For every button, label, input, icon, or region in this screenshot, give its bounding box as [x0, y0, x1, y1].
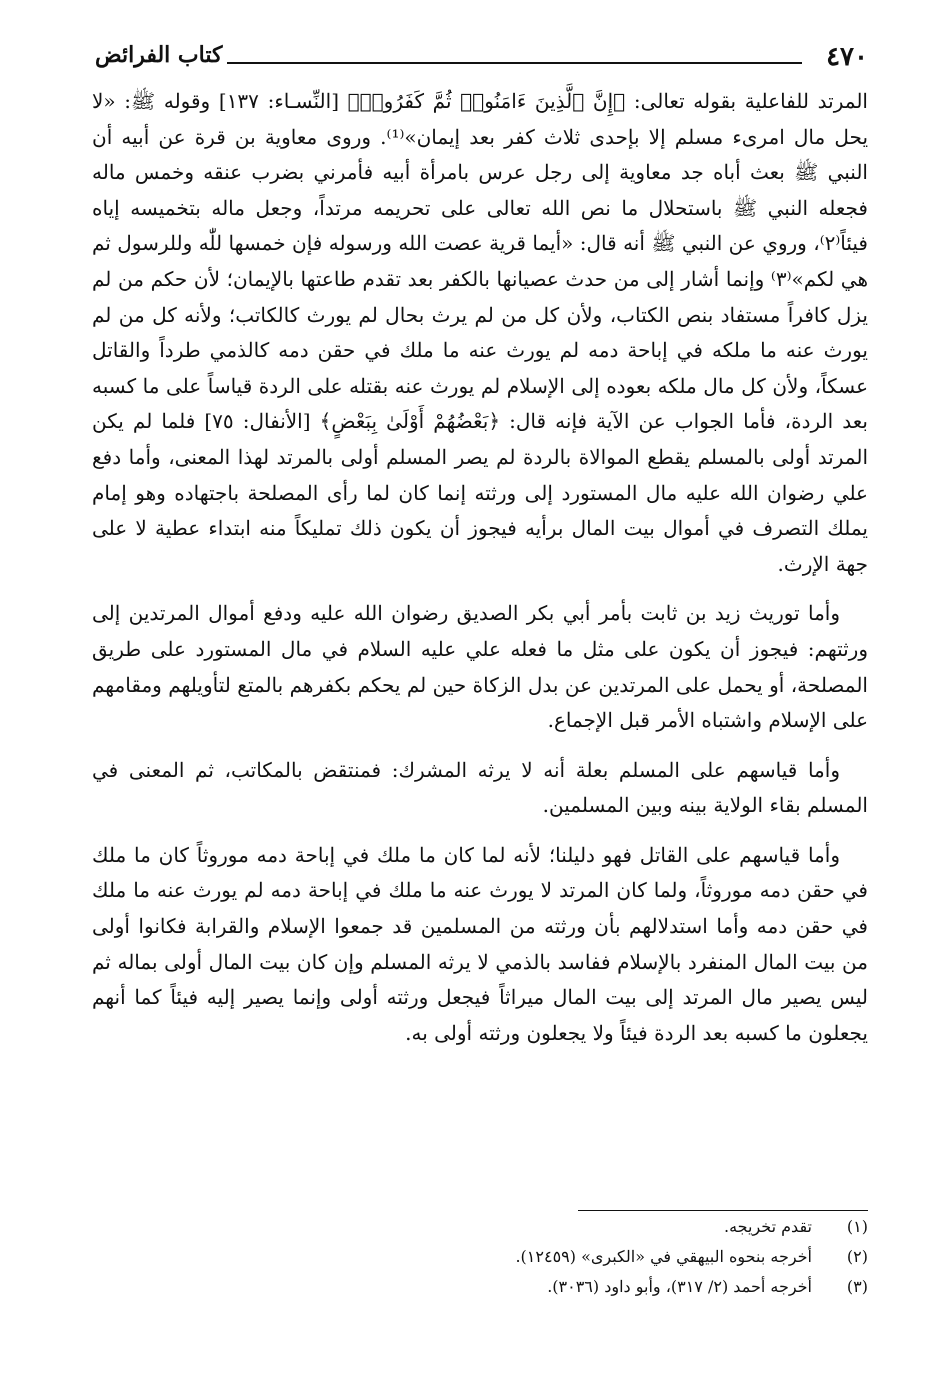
footnote-item: [300, 1212, 868, 1242]
footnote-text: أخرجه أحمد (٢/ ٣١٧)، وأبو داود (٣٠٣٦).: [547, 1277, 812, 1296]
footnotes: [300, 1212, 868, 1302]
main-text: [92, 84, 868, 1051]
footnote-text: تقدم تخريجه.: [724, 1217, 812, 1236]
running-title: كتاب الفرائض: [95, 42, 223, 68]
footnote-text: أخرجه بنحوه البيهقي في «الكبرى» (١٢٤٥٩).: [515, 1247, 812, 1266]
paragraph-2: وأما توريث زيد بن ثابت بأمر أبي بكر الصديق رضوان الله عليه ودفع أموال المرتدين إلى ورثتهم: فيجوز أن يكون على مثل ما فعله علي عليه السلام في مال المستورد على طريق المصلحة، أو يحمل على المرتدين عن بدل الزكاة حين لم يحكم بكفرهم بالمتع لتأويلهم ومقامهم على الإسلام واشتباه الأمر قبل الإجماع.: [92, 601, 868, 733]
paragraph-4: وأما قياسهم على القاتل فهو دليلنا؛ لأنه لما كان ما ملك في إباحة دمه موروثاً كان ما ملك في حقن دمه موروثاً، ولما كان المرتد لا يورث عنه ما ملك في إباحة دمه لم يورث عنه ما ملك في حقن دمه وأما استدلالهم بأن ورثته من المسلمين قد جمعوا الإسلام والقرابة فكانوا أولى من بيت المال المنفرد بالإسلام ففاسد بالذمي لا يرثه المسلم وإن كان بيت المال أولى بماله ثم ليس يصير مال المرتد إلى بيت المال ميراثاً فيجعل ورثته أولى وإنما يصير إليه فيئاً كما أنهم يجعلون ما كسبه بعد الردة فيئاً ولا يجعلون ورثته أولى به.: [92, 842, 868, 1045]
footnote-separator: [578, 1210, 868, 1211]
footnote-item: [300, 1272, 868, 1302]
footnote-number: (٢): [846, 1247, 868, 1266]
footnote-number: (٣): [846, 1277, 868, 1296]
footnote-number: (١): [846, 1217, 868, 1236]
page-header: [95, 42, 868, 82]
paragraph-1: المرتد للفاعلية بقوله تعالى: ﴿إِنَّ ٱلَّذِينَ ءَامَنُوا۟ ثُمَّ كَفَرُوا۟﴾ [النِّسـاء: ١٣٧] وقوله ﷺ: «لا يحل مال امرىء مسلم إلا بإحدى ثلاث كفر بعد إيمان»⁽¹⁾. وروى معاوية بن قرة عن أبيه أن النبي ﷺ بعث أباه جد معاوية إلى رجل عرس بامرأة أبيه فأمرني بضرب عنقه وخمس ماله فجعله النبي ﷺ باستحلال ما نص الله تعالى على تحريمه مرتداً، وجعل ماله بتخميسه إياه فيئاً⁽٢⁾، وروي عن النبي ﷺ أنه قال: «أيما قرية عصت الله ورسوله فإن خمسها للّٰه وللرسول ثم هي لكم»⁽٣⁾ وإنما أشار إلى من حدث عصيانها بالكفر بعد تقدم طاعتها بالإيمان؛ لأن حكم من لم يزل كافراً مستفاد بنص الكتاب، ولأن كل من لم يرث بحال لم يورث كالكاتب؛ ولأنه كل من لم يورث عنه ما ملكه في إباحة دمه لم يورث عنه ما ملك في حقن دمه كالذمي طرداً والقاتل عسكاً، ولأن كل مال ملكه بعوده إلى الإسلام لم يورث عنه بقتله على الردة قياساً على ما كسبه بعد الردة، فأما الجواب عن الآية فإنه قال: ﴿بَعْضُهُمْ أَوْلَىٰ بِبَعْضٍ﴾ [الأنفال: ٧٥] فلما لم يكن المرتد أولى بالمسلم يقطع الموالاة بالردة لم يصر المسلم أولى بالمرتد لهذا المعنى، وأما دفع علي رضوان الله عليه مال المستورد إلى ورثته إنما كان لما رأى المصلحة باجتهاده وهو إمام يملك التصرف في أموال بيت المال برأيه فيجوز أن يكون ذلك تمليكاً منه ابتداء عطية لا على جهة الإرث.: [92, 89, 869, 576]
paragraph-3: وأما قياسهم على المسلم بعلة أنه لا يرثه المشرك: فمنتقض بالمكاتب، ثم المعنى في المسلم بقاء الولاية بينه وبين المسلمين.: [92, 757, 868, 818]
header-rule: [227, 62, 802, 64]
page-number: ٤٧٠: [826, 42, 868, 72]
footnote-item: [300, 1242, 868, 1272]
